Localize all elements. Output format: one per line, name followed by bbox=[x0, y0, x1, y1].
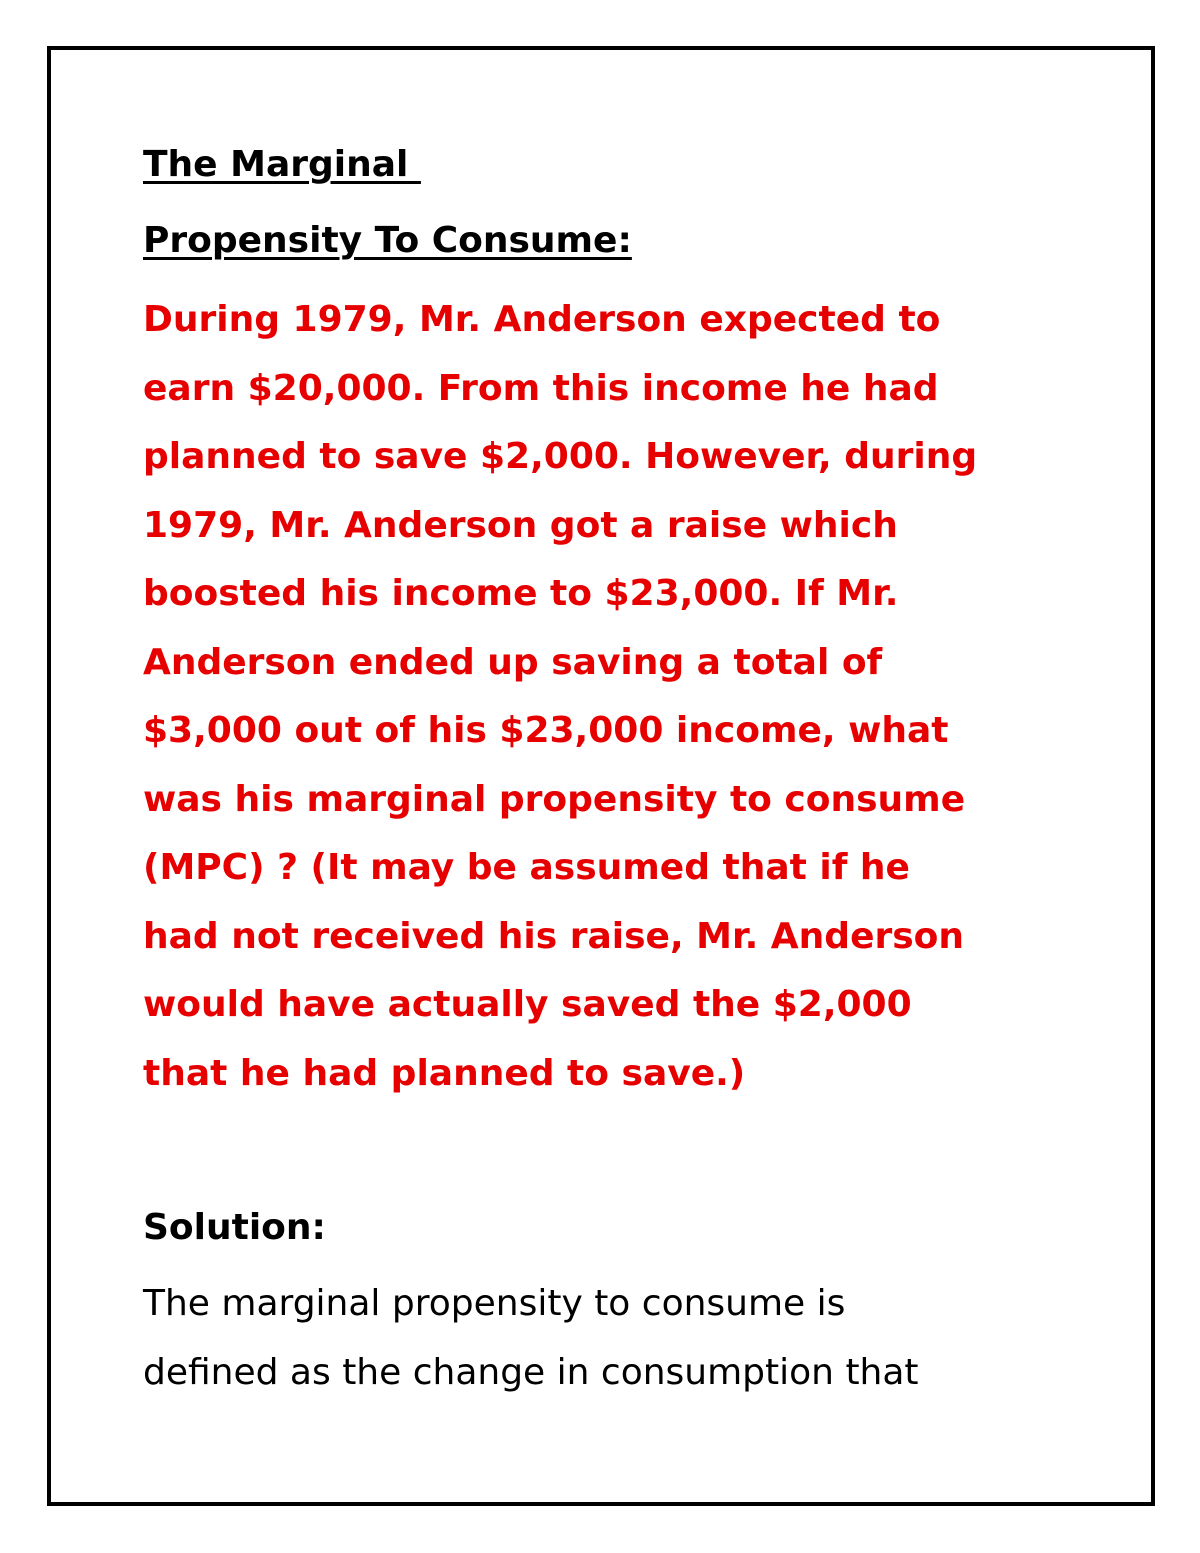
solution-heading: Solution: bbox=[143, 1207, 326, 1248]
problem-line: had not received his raise, Mr. Anderson bbox=[143, 915, 965, 957]
problem-line: (MPC) ? (It may be assumed that if he bbox=[143, 847, 910, 888]
problem-line: boosted his income to $23,000. If Mr. bbox=[143, 573, 899, 614]
problem-line: was his marginal propensity to consume bbox=[143, 778, 966, 820]
problem-line: planned to save $2,000. However, during bbox=[143, 436, 978, 477]
problem-line: earn $20,000. From this income he had bbox=[143, 367, 939, 409]
problem-line: 1979, Mr. Anderson got a raise which bbox=[143, 504, 898, 546]
title-line-1: The Marginal bbox=[143, 144, 421, 185]
problem-line: During 1979, Mr. Anderson expected to bbox=[143, 299, 941, 340]
title-line-2: Propensity To Consume: bbox=[143, 220, 632, 261]
problem-statement bbox=[143, 286, 1103, 1108]
solution-line: defined as the change in consumption that bbox=[143, 1351, 919, 1393]
document-content bbox=[143, 140, 1103, 1393]
problem-line: $3,000 out of his $23,000 income, what bbox=[143, 710, 949, 751]
problem-line: that he had planned to save.) bbox=[143, 1052, 746, 1094]
problem-line: would have actually saved the $2,000 bbox=[143, 984, 912, 1025]
solution-body bbox=[143, 1270, 919, 1407]
solution-line: The marginal propensity to consume is bbox=[143, 1283, 846, 1324]
problem-line: Anderson ended up saving a total of bbox=[143, 641, 883, 683]
